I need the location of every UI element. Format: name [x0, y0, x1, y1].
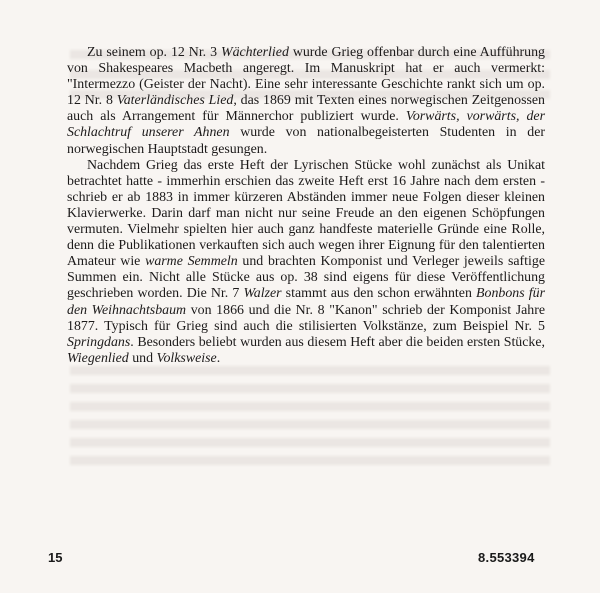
italic-title: Volksweise: [156, 350, 217, 366]
text-run: und brachten Komponist und Verleger jeweils saftige Summen ein. Nicht alle Stücke aus op. 38 sind eigens für diese Veröffentlichung geschrieben worden. Die Nr. 7: [67, 254, 545, 302]
text-run: Nachdem Grieg das erste Heft der Lyrischen Stücke wohl zunächst als Unikat betrachtet hatte - immerhin erschien das zweite Heft erst 16 Jahre nach dem ersten - schrieb er ab 1883 in immer kürzeren Abständen immer neue Folgen dieser kleinen Klavierwerke. Darin darf man nicht nur seine Freude an den eigenen Schöpfungen vermuten. Vielmehr spielten hier auch ganz handfeste materielle Gründe eine Rolle, denn die Publikationen verkauften sich auch wegen ihrer Eignung für den talentierten Amateur wie: [67, 157, 545, 270]
text-run: von 1866 und die Nr. 8 "Kanon" schrieb der Komponist Jahre 1877. Typisch für Grieg sind auch die stilisierten Volkstänze, zum Beispiel Nr. 5: [67, 302, 545, 334]
italic-title: Walzer: [243, 286, 282, 302]
text-run: wurde Grieg offenbar durch eine Aufführung von Shakespeares Macbeth angeregt. Im Manuskript hat er auch vermerkt: "Intermezzo (Geister der Nacht). Eine sehr interessante Geschichte rankt sich um op. 12 Nr. 8: [67, 45, 545, 109]
italic-title: Vorwärts, vorwärts, der Schlachtruf unserer Ahnen: [67, 109, 545, 141]
page-number: 15: [48, 550, 63, 565]
text-run: stammt aus den schon erwähnten: [281, 286, 477, 302]
italic-title: Bonbons für den Weihnachtsbaum: [67, 286, 545, 318]
paragraph: [67, 45, 545, 158]
text-run: wurde von nationalbegeisterten Studenten in der norwegischen Hauptstadt gesungen.: [67, 125, 545, 157]
italic-title: Wiegenlied: [67, 350, 129, 366]
catalog-number: 8.553394: [478, 550, 535, 565]
italic-title: Springdans: [67, 334, 131, 350]
text-run: Zu seinem op. 12 Nr. 3: [87, 45, 221, 60]
paragraph: [67, 158, 545, 367]
italic-title: warme Semmeln: [145, 254, 238, 270]
text-run: .: [216, 350, 221, 366]
text-run: . Besonders beliebt wurden aus diesem Heft aber die beiden ersten Stücke,: [130, 334, 545, 350]
text-run: und: [128, 350, 157, 366]
body-text: [67, 45, 545, 367]
text-run: , das 1869 mit Texten eines norwegischen Zeitgenossen auch als Arrangement für Männerchor publiziert wurde.: [67, 93, 545, 125]
italic-title: Wächterlied: [221, 45, 289, 60]
italic-title: Vaterländisches Lied: [116, 93, 234, 109]
